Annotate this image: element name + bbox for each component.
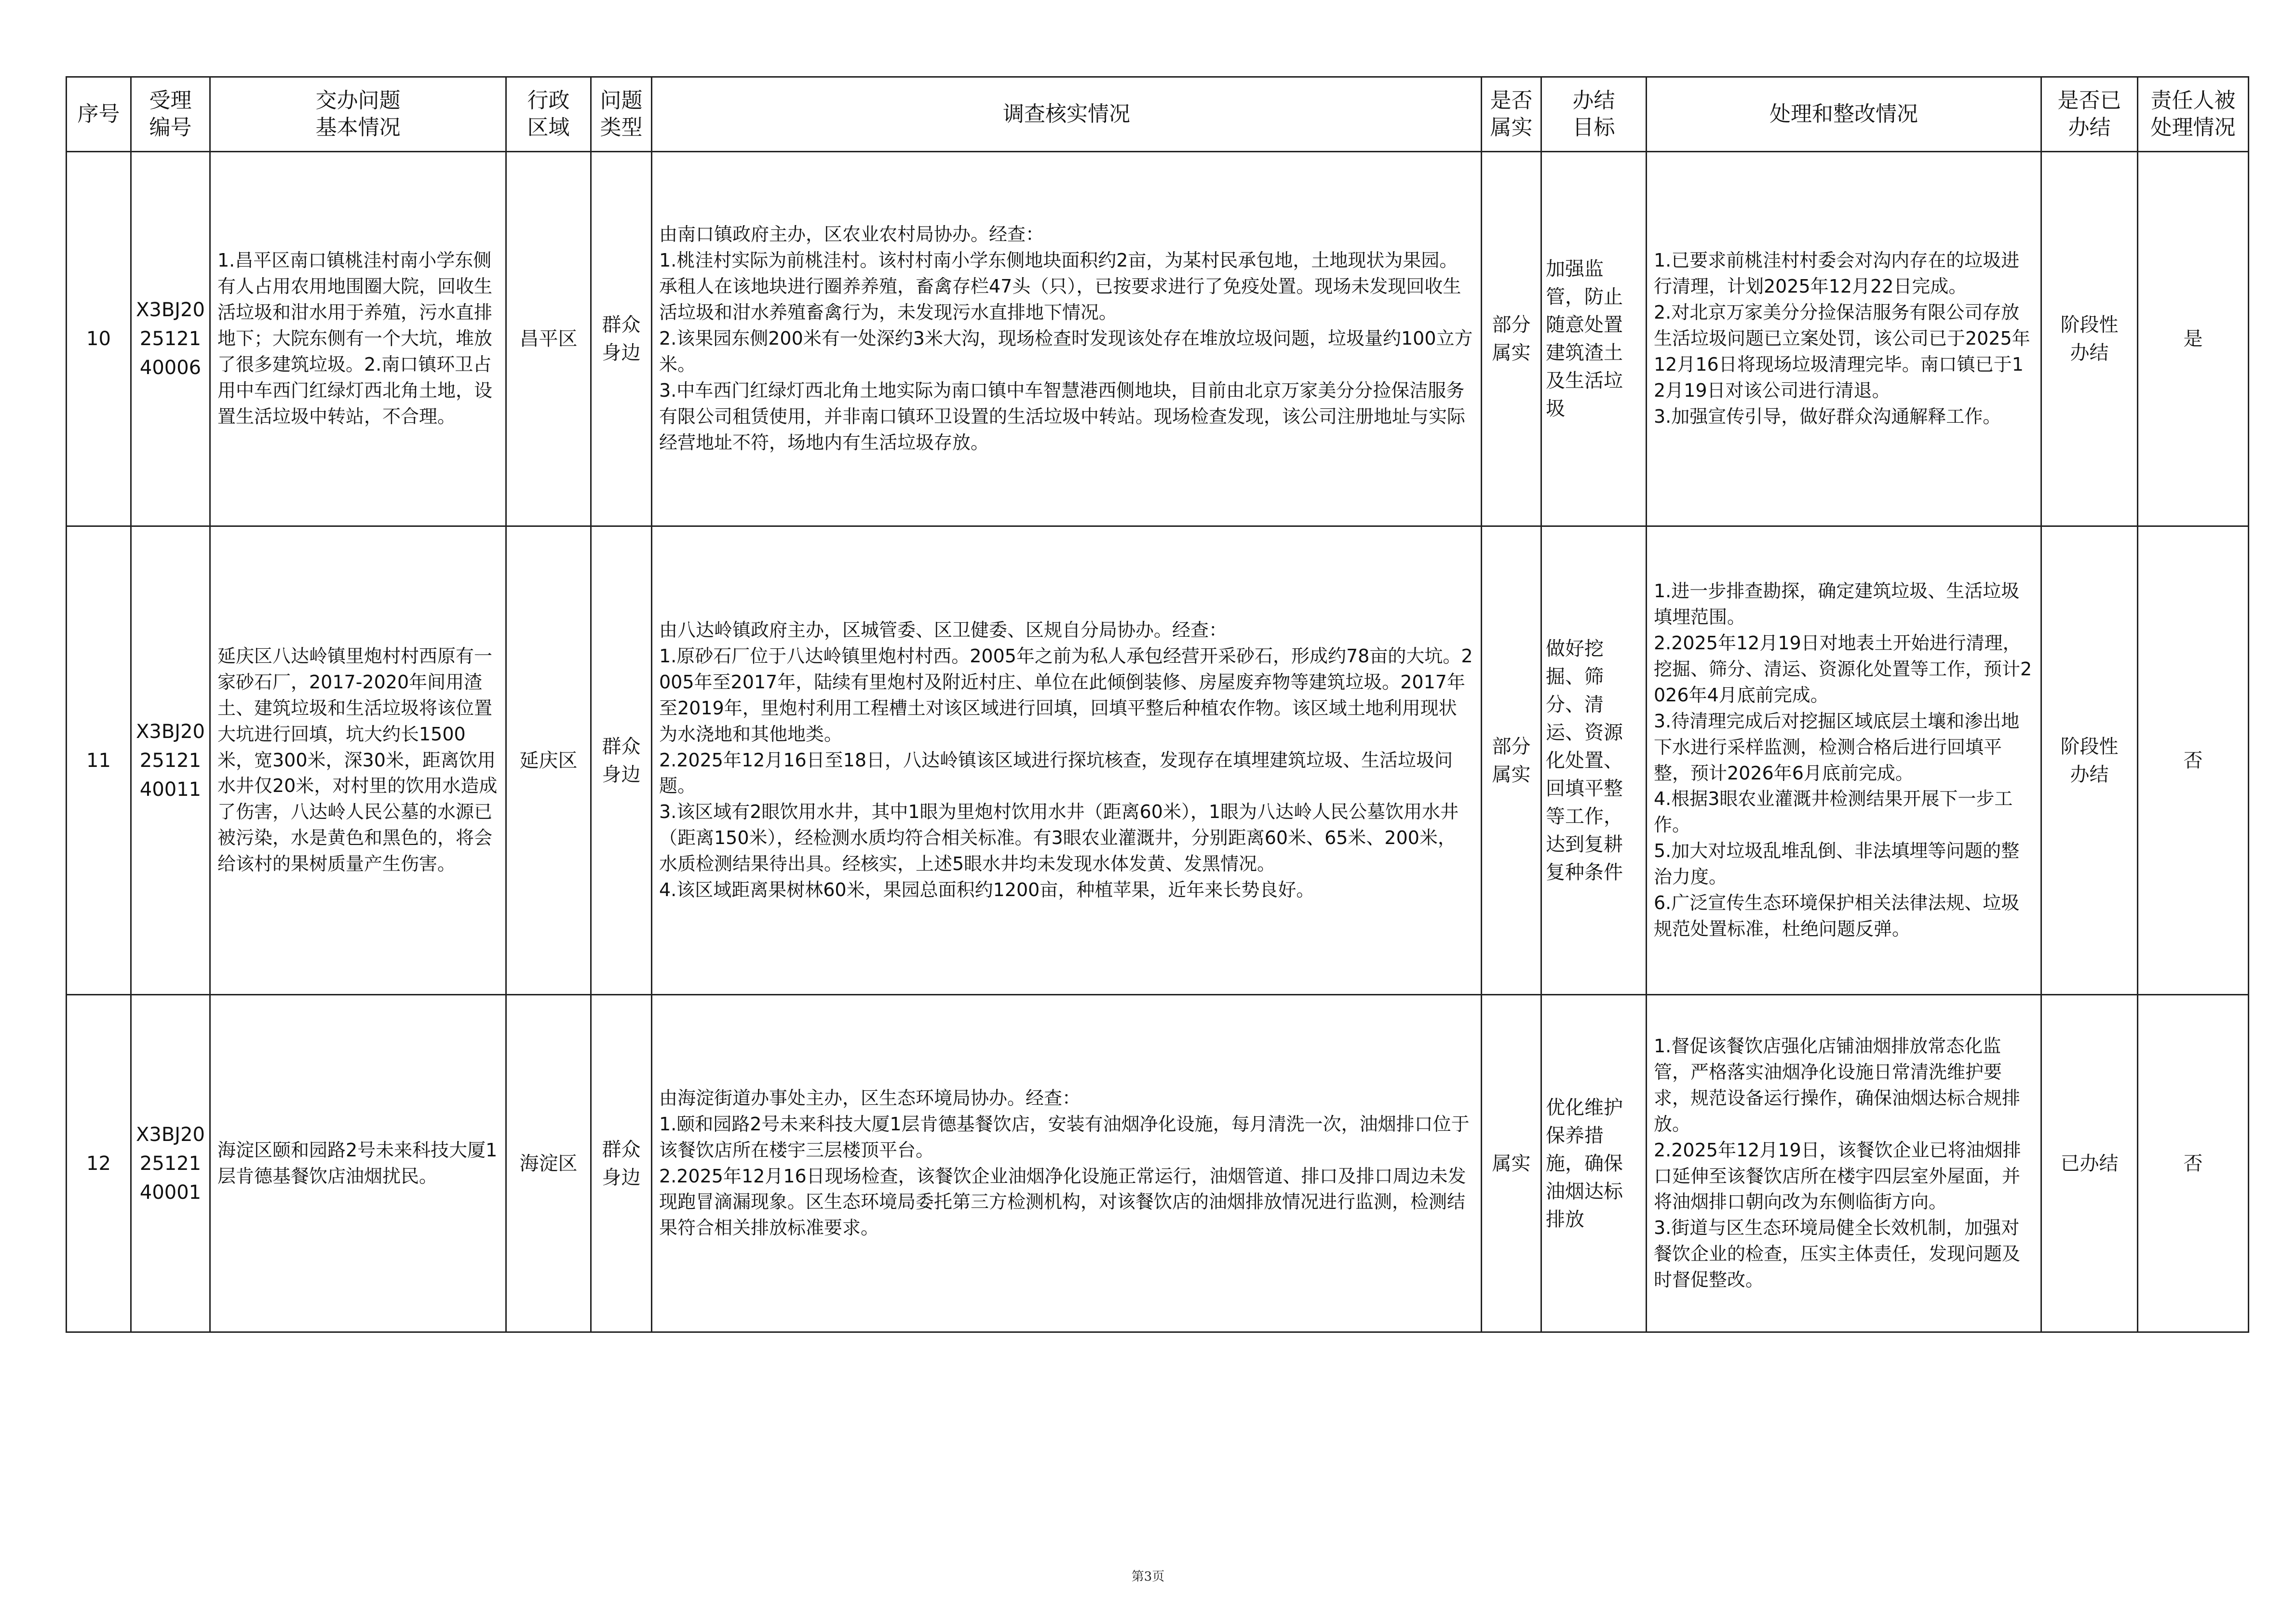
cell-type: 群众 身边	[591, 995, 652, 1332]
header-issue: 交办问题 基本情况	[210, 77, 506, 152]
cell-district: 延庆区	[506, 526, 591, 995]
table-row	[67, 995, 2249, 1332]
cell-verified: 部分 属实	[1482, 152, 1541, 526]
table-row	[67, 152, 2249, 526]
cell-seq: 12	[67, 995, 131, 1332]
header-verified: 是否 属实	[1482, 77, 1541, 152]
cell-handling: 1.督促该餐饮店强化店铺油烟排放常态化监管，严格落实油烟净化设施日常清洗维护要求，规范设备运行操作，确保油烟达标合规排放。 2.2025年12月19日，该餐饮企业已将油烟排口延伸至该餐饮店所在楼宇四层室外屋面，并将油烟排口朝向改为东侧临街方向。 3.街道与区生态环境局健全长效机制，加强对餐饮企业的检查，压实主体责任，发现问题及时督促整改。	[1647, 995, 2041, 1332]
page-number: 第3页	[1131, 1569, 1165, 1584]
header-seq: 序号	[67, 77, 131, 152]
header-case-id: 受理 编号	[131, 77, 210, 152]
cell-case-id: X3BJ202512140001	[131, 995, 210, 1332]
cell-goal: 优化维护保养措施，确保油烟达标排放	[1541, 995, 1647, 1332]
header-district: 行政 区域	[506, 77, 591, 152]
cell-type: 群众 身边	[591, 526, 652, 995]
cell-investigation: 由南口镇政府主办，区农业农村局协办。经查： 1.桃洼村实际为前桃洼村。该村村南小学东侧地块面积约2亩，为某村民承包地，土地现状为果园。承租人在该地块进行圈养养殖，畜禽存栏47头（只），已按要求进行了免疫处置。现场未发现回收生活垃圾和泔水养殖畜禽行为，未发现污水直排地下情况。 2.该果园东侧200米有一处深约3米大沟，现场检查时发现该处存在堆放垃圾问题，垃圾量约100立方米。 3.中车西门红绿灯西北角土地实际为南口镇中车智慧港西侧地块，目前由北京万家美分分捡保洁服务有限公司租赁使用，并非南口镇环卫设置的生活垃圾中转站。现场检查发现，该公司注册地址与实际经营地址不符，场地内有生活垃圾存放。	[652, 152, 1482, 526]
cell-case-id: X3BJ202512140011	[131, 526, 210, 995]
cell-completed: 阶段性 办结	[2041, 526, 2138, 995]
header-accountability: 责任人被 处理情况	[2138, 77, 2249, 152]
cell-issue: 海淀区颐和园路2号未来科技大厦1层肯德基餐饮店油烟扰民。	[210, 995, 506, 1332]
cell-issue: 1.昌平区南口镇桃洼村南小学东侧有人占用农用地围圈大院，回收生活垃圾和泔水用于养殖，污水直排地下；大院东侧有一个大坑，堆放了很多建筑垃圾。2.南口镇环卫占用中车西门红绿灯西北角土地，设置生活垃圾中转站，不合理。	[210, 152, 506, 526]
header-type: 问题 类型	[591, 77, 652, 152]
cell-district: 海淀区	[506, 995, 591, 1332]
cell-district: 昌平区	[506, 152, 591, 526]
cell-seq: 11	[67, 526, 131, 995]
cell-investigation: 由八达岭镇政府主办，区城管委、区卫健委、区规自分局协办。经查： 1.原砂石厂位于八达岭镇里炮村村西。2005年之前为私人承包经营开采砂石，形成约78亩的大坑。2005年至2017年，陆续有里炮村及附近村庄、单位在此倾倒装修、房屋废弃物等建筑垃圾。2017年至2019年，里炮村利用工程槽土对该区域进行回填，回填平整后种植农作物。该区域土地利用现状为水浇地和其他地类。 2.2025年12月16日至18日，八达岭镇该区域进行探坑核查，发现存在填埋建筑垃圾、生活垃圾问题。 3.该区域有2眼饮用水井，其中1眼为里炮村饮用水井（距离60米），1眼为八达岭人民公墓饮用水井（距离150米），经检测水质均符合相关标准。有3眼农业灌溉井，分别距离60米、65米、200米，水质检测结果待出具。经核实，上述5眼水井均未发现水体发黄、发黑情况。 4.该区域距离果树林60米，果园总面积约1200亩，种植苹果，近年来长势良好。	[652, 526, 1482, 995]
cell-goal: 加强监管，防止随意处置建筑渣土及生活垃圾	[1541, 152, 1647, 526]
header-completed: 是否已 办结	[2041, 77, 2138, 152]
header-handling: 处理和整改情况	[1647, 77, 2041, 152]
cell-verified: 属实	[1482, 995, 1541, 1332]
cell-completed: 阶段性 办结	[2041, 152, 2138, 526]
cell-verified: 部分 属实	[1482, 526, 1541, 995]
cell-handling: 1.已要求前桃洼村村委会对沟内存在的垃圾进行清理，计划2025年12月22日完成。 2.对北京万家美分分捡保洁服务有限公司存放生活垃圾问题已立案处罚，该公司已于2025年12月16日将现场垃圾清理完毕。南口镇已于12月19日对该公司进行清退。 3.加强宣传引导，做好群众沟通解释工作。	[1647, 152, 2041, 526]
case-report-table	[66, 76, 2249, 1333]
table-header-row	[67, 77, 2249, 152]
cell-handling: 1.进一步排查勘探，确定建筑垃圾、生活垃圾填埋范围。 2.2025年12月19日对地表土开始进行清理，挖掘、筛分、清运、资源化处置等工作，预计2026年4月底前完成。 3.待清理完成后对挖掘区域底层土壤和渗出地下水进行采样监测，检测合格后进行回填平整，预计2026年6月底前完成。 4.根据3眼农业灌溉井检测结果开展下一步工作。 5.加大对垃圾乱堆乱倒、非法填埋等问题的整治力度。 6.广泛宣传生态环境保护相关法律法规、垃圾规范处置标准，杜绝问题反弹。	[1647, 526, 2041, 995]
cell-accountability: 是	[2138, 152, 2249, 526]
cell-seq: 10	[67, 152, 131, 526]
cell-accountability: 否	[2138, 995, 2249, 1332]
table-row	[67, 526, 2249, 995]
cell-type: 群众 身边	[591, 152, 652, 526]
cell-completed: 已办结	[2041, 995, 2138, 1332]
header-investigation: 调查核实情况	[652, 77, 1482, 152]
cell-accountability: 否	[2138, 526, 2249, 995]
cell-investigation: 由海淀街道办事处主办，区生态环境局协办。经查： 1.颐和园路2号未来科技大厦1层肯德基餐饮店，安装有油烟净化设施，每月清洗一次，油烟排口位于该餐饮店所在楼宇三层楼顶平台。 2.2025年12月16日现场检查，该餐饮企业油烟净化设施正常运行，油烟管道、排口及排口周边未发现跑冒滴漏现象。区生态环境局委托第三方检测机构，对该餐饮店的油烟排放情况进行监测，检测结果符合相关排放标准要求。	[652, 995, 1482, 1332]
header-goal: 办结 目标	[1541, 77, 1647, 152]
cell-case-id: X3BJ202512140006	[131, 152, 210, 526]
cell-issue: 延庆区八达岭镇里炮村村西原有一家砂石厂，2017-2020年间用渣土、建筑垃圾和生活垃圾将该位置大坑进行回填，坑大约长1500米，宽300米，深30米，距离饮用水井仅20米，对村里的饮用水造成了伤害，八达岭人民公墓的水源已被污染，水是黄色和黑色的，将会给该村的果树质量产生伤害。	[210, 526, 506, 995]
cell-goal: 做好挖掘、筛分、清运、资源化处置、回填平整等工作，达到复耕复种条件	[1541, 526, 1647, 995]
